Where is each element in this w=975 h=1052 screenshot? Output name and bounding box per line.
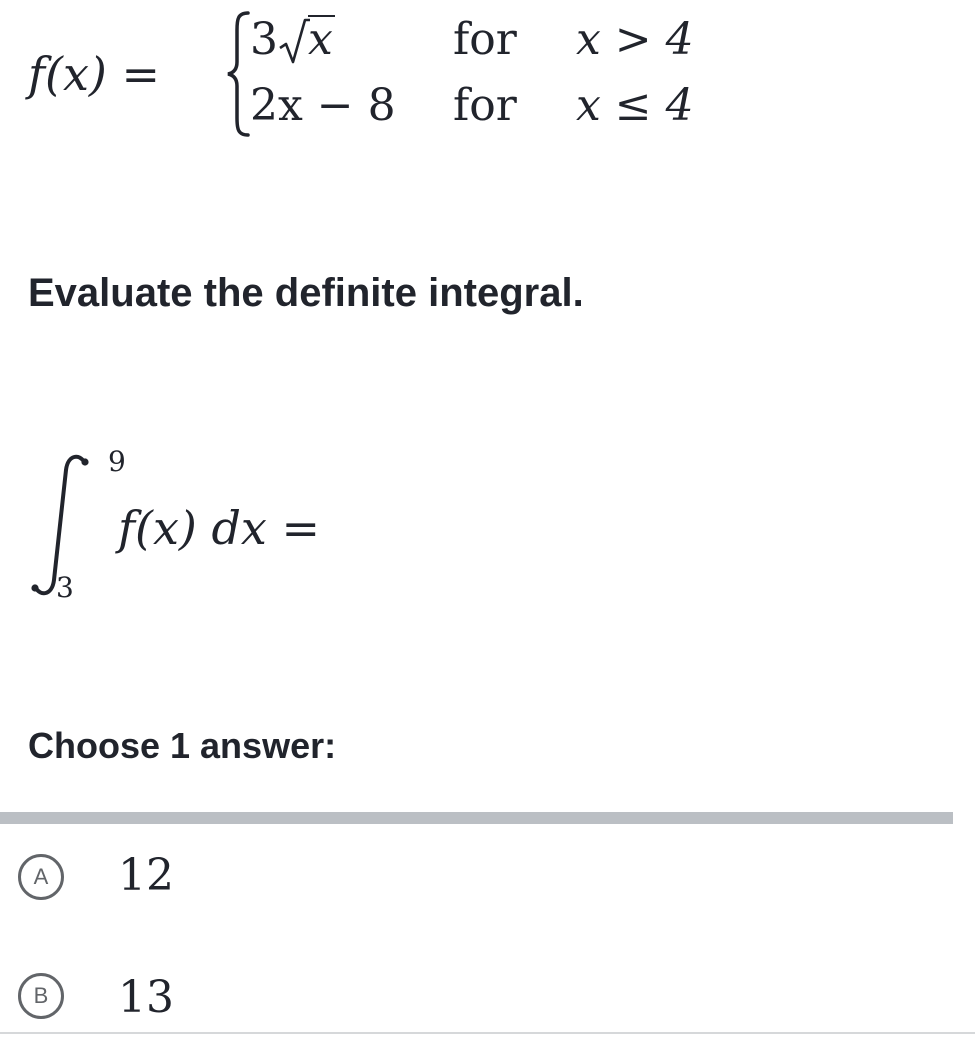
case-1-condition: x > 4 [576,14,694,65]
case-1-for-label: for [453,14,517,65]
integral-upper-limit: 9 [108,445,126,478]
choice-separator [0,1032,975,1034]
left-brace-icon [226,10,252,138]
answer-divider [0,812,953,824]
choose-answer-prompt: Choose 1 answer: [28,725,337,766]
function-lhs: f(x) = [28,47,161,101]
integral-lower-limit: 3 [56,571,74,604]
case-1-coefficient: 3 [250,14,278,65]
question-instruction: Evaluate the definite integral. [28,271,584,315]
answer-choice-a[interactable] [0,824,953,942]
definite-integral [28,440,428,610]
case-2-for-label: for [453,80,517,131]
choice-b-value: 13 [118,972,174,1023]
integrand: f(x) dx = [118,501,321,555]
answer-choice-b[interactable] [0,942,953,1052]
choice-a-value: 12 [118,850,174,901]
choice-b-letter-badge: B [18,973,64,1019]
radical-sign-icon [278,18,310,68]
piecewise-function-definition [28,8,728,138]
case-2-expression: 2x − 8 [250,80,396,131]
square-root [278,12,335,68]
case-2-condition: x ≤ 4 [576,80,694,131]
choice-a-letter-badge: A [18,854,64,900]
case-1-expression [250,12,335,68]
case-1-radicand: x [308,14,333,65]
